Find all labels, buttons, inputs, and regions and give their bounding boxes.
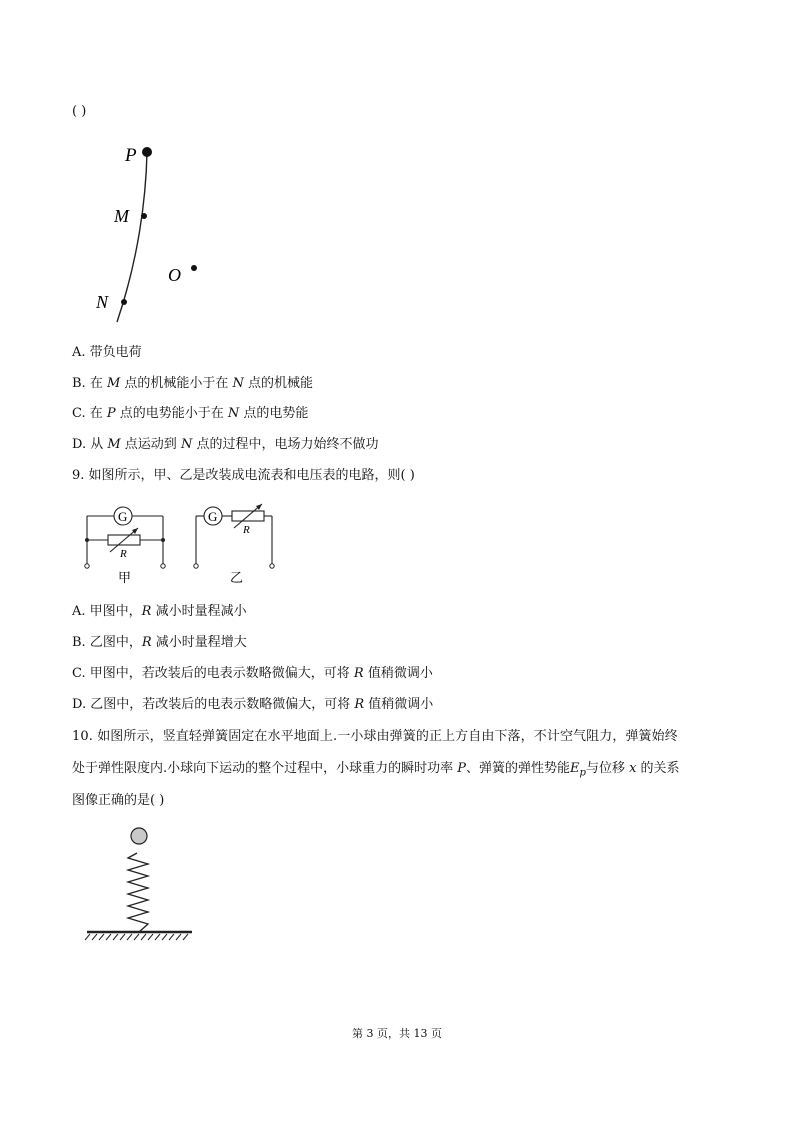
label-jia: 甲 bbox=[118, 570, 132, 585]
trajectory-curve bbox=[117, 152, 147, 322]
page-footer: 第 3 页，共 13 页 bbox=[352, 1027, 442, 1040]
q9-option-b: B. 乙图中，R 减小时量程增大 bbox=[72, 635, 247, 650]
point-n bbox=[121, 299, 127, 305]
q9-option-a: A. 甲图中，R 减小时量程减小 bbox=[72, 604, 247, 619]
point-p bbox=[142, 147, 152, 157]
q8-trajectory-figure bbox=[90, 140, 220, 325]
q9-option-c: C. 甲图中，若改装后的电表示数略微偏大，可将 R 值稍微调小 bbox=[72, 666, 433, 681]
q8-stem-tail: ( ) bbox=[72, 104, 87, 119]
label-p: P bbox=[125, 145, 137, 166]
svg-text:R: R bbox=[120, 548, 127, 560]
q10-spring-figure bbox=[84, 824, 196, 944]
svg-text:G: G bbox=[208, 509, 218, 524]
point-o bbox=[191, 265, 197, 271]
label-n: N bbox=[96, 292, 109, 312]
q9-circuit-figure bbox=[80, 500, 280, 590]
q8-option-b: B. 在 M 点的机械能小于在 N 点的机械能 bbox=[72, 376, 314, 391]
label-m: M bbox=[114, 206, 129, 226]
q9-option-d: D. 乙图中，若改装后的电表示数略微偏大，可将 R 值稍微调小 bbox=[72, 697, 434, 712]
svg-text:R: R bbox=[243, 524, 250, 536]
q8-option-c: C. 在 P 点的电势能小于在 N 点的电势能 bbox=[72, 406, 309, 421]
label-o: O bbox=[168, 265, 181, 285]
q9-stem: 9. 如图所示，甲、乙是改装成电流表和电压表的电路，则( ) bbox=[72, 468, 415, 483]
spring bbox=[128, 853, 148, 932]
q10-stem-line3: 图像正确的是( ) bbox=[72, 793, 165, 808]
label-yi: 乙 bbox=[230, 570, 244, 585]
q8-option-a: A. 带负电荷 bbox=[72, 345, 142, 360]
q10-stem-line2: 处于弹性限度内.小球向下运动的整个过程中，小球重力的瞬时功率 P、弹簧的弹性势能$E_p$与位移 x 的关系 bbox=[72, 761, 680, 779]
svg-text:G: G bbox=[118, 509, 128, 524]
q10-stem-line1: 10. 如图所示，竖直轻弹簧固定在水平地面上.一小球由弹簧的正上方自由下落，不计空气阻力，弹簧始终 bbox=[72, 729, 678, 744]
q8-option-d: D. 从 M 点运动到 N 点的过程中，电场力始终不做功 bbox=[72, 437, 379, 452]
point-m bbox=[141, 213, 147, 219]
ball bbox=[131, 828, 147, 844]
